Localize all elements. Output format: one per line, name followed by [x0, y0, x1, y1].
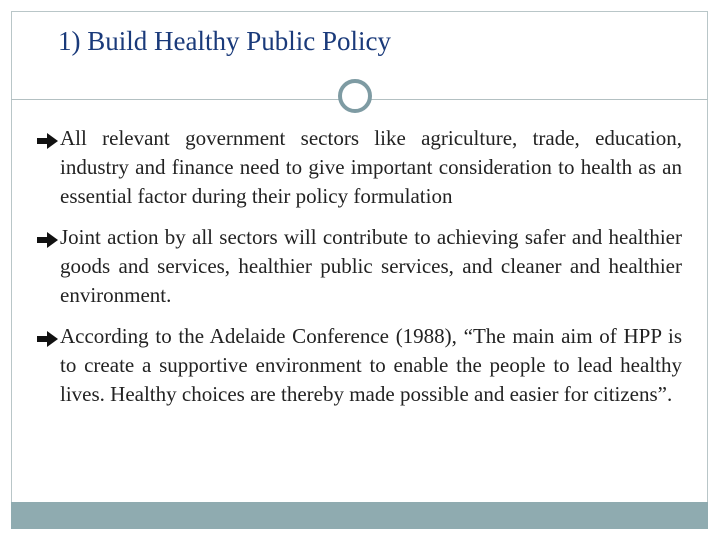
footer-accent-bar	[11, 502, 708, 529]
arrow-right-icon	[36, 131, 60, 151]
bullet-text: All relevant government sectors like agriculture, trade, education, industry and finance need to give important consideration to health as an essential factor during their policy formulation	[60, 126, 682, 208]
bullet-item	[36, 223, 682, 310]
bullet-list	[36, 124, 682, 421]
divider-ring-ornament	[338, 79, 372, 113]
bullet-text: Joint action by all sectors will contribute to achieving safer and healthier goods and services, healthier public services, and cleaner and healthier environment.	[60, 225, 682, 307]
slide-title: 1) Build Healthy Public Policy	[58, 26, 391, 56]
arrow-right-icon	[36, 230, 60, 250]
bullet-item	[36, 322, 682, 409]
arrow-right-icon	[36, 329, 60, 349]
bullet-text: According to the Adelaide Conference (1988), “The main aim of HPP is to create a supportive environment to enable the people to lead healthy lives. Healthy choices are thereby made possible and easier for citizens”.	[60, 324, 682, 406]
bullet-item	[36, 124, 682, 211]
